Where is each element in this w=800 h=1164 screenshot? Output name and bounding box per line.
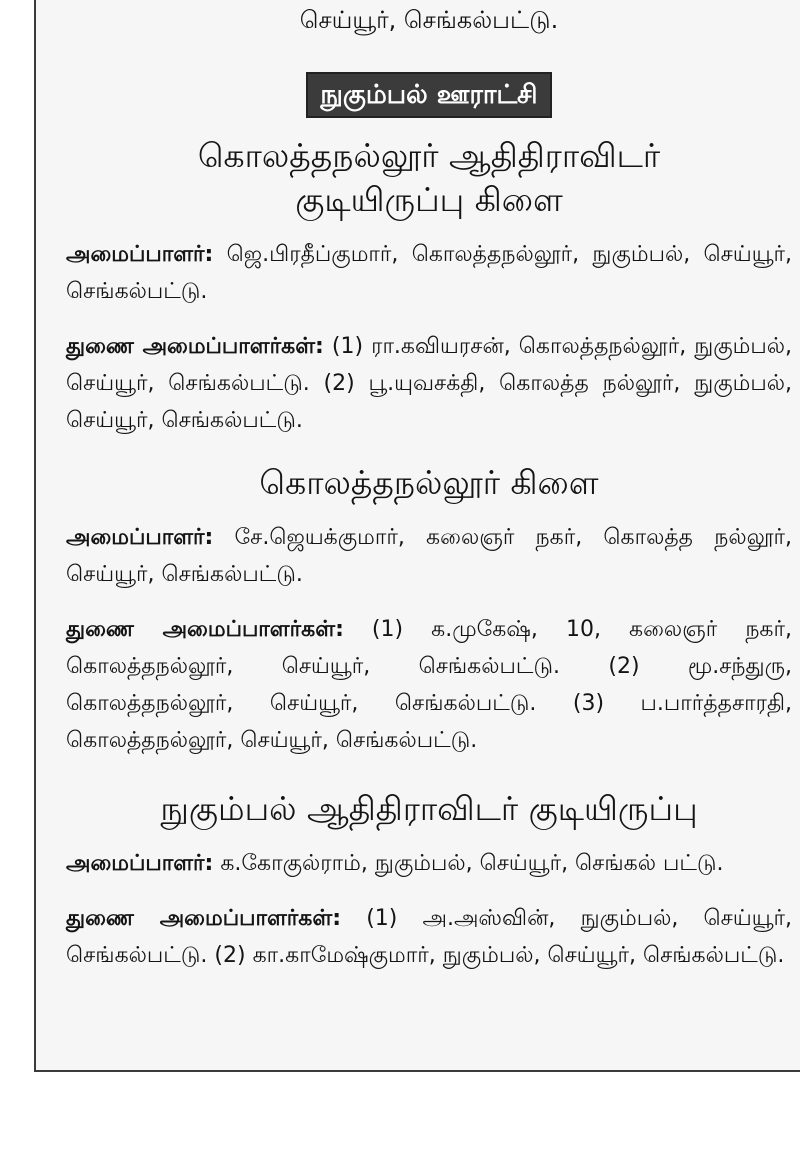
organizer-paragraph-1 (66, 236, 792, 310)
branch-section-2 (66, 461, 792, 759)
organizer-label-3: அமைப்பாளர்: (66, 851, 214, 876)
branch-section-1 (66, 134, 792, 439)
branch-heading-1-line2: குடியிருப்பு கிளை (295, 180, 563, 219)
organizer-paragraph-2 (66, 519, 792, 593)
deputies-label-1: துணை அமைப்பாளர்கள்: (66, 334, 324, 359)
deputies-paragraph-2 (66, 611, 792, 759)
top-address-line: செய்யூர், செங்கல்பட்டு. (299, 6, 559, 34)
organizer-label-2: அமைப்பாளர்: (66, 525, 214, 550)
deputies-label-2: துணை அமைப்பாளர்கள்: (66, 617, 344, 642)
panchayat-banner-wrap (66, 72, 792, 124)
organizer-paragraph-3 (66, 845, 792, 882)
deputies-paragraph-1 (66, 328, 792, 439)
deputies-paragraph-3 (66, 900, 792, 974)
deputies-text-3: (1) அ.அஸ்வின், நுகும்பல், செய்யூர், செங்கல்பட்டு. (2) கா.காமேஷ்குமார், நுகும்பல், செய்யூர், செங்கல்பட்டு. (66, 906, 792, 968)
deputies-text-1: (1) ரா.கவியரசன், கொலத்தநல்லூர், நுகும்பல், செய்யூர், செங்கல்பட்டு. (2) பூ.யுவசக்தி, கொலத்த நல்லூர், நுகும்பல், செய்யூர், செங்கல்பட்டு. (66, 334, 792, 433)
organizer-text-2: சே.ஜெயக்குமார், கலைஞர் நகர், கொலத்த நல்லூர், செய்யூர், செங்கல்பட்டு. (66, 525, 792, 587)
deputies-text-2: (1) க.முகேஷ், 10, கலைஞர் நகர், கொலத்தநல்லூர், செய்யூர், செங்கல்பட்டு. (2) மூ.சந்துரு, கொலத்தநல்லூர், செய்யூர், செங்கல்பட்டு. (3) ப.பார்த்தசாரதி, கொலத்தநல்லூர், செய்யூர், செங்கல்பட்டு. (66, 617, 792, 753)
branch-heading-1-line1: கொலத்தநல்லூர் ஆதிதிராவிடர் (197, 136, 661, 175)
organizer-text-1: ஜெ.பிரதீப்குமார், கொலத்தநல்லூர், நுகும்பல், செய்யூர், செங்கல்பட்டு. (66, 242, 792, 304)
panchayat-banner: நுகும்பல் ஊராட்சி (306, 72, 551, 118)
article-content (66, 0, 792, 974)
deputies-label-3: துணை அமைப்பாளர்கள்: (66, 906, 342, 931)
organizer-label-1: அமைப்பாளர்: (66, 242, 214, 267)
organizer-text-3: க.கோகுல்ராம், நுகும்பல், செய்யூர், செங்கல் பட்டு. (213, 851, 724, 876)
branch-heading-1 (66, 134, 792, 222)
branch-heading-2: கொலத்தநல்லூர் கிளை (259, 463, 599, 502)
branch-section-3 (66, 787, 792, 974)
branch-heading-3: நுகும்பல் ஆதிதிராவிடர் குடியிருப்பு (160, 789, 698, 828)
